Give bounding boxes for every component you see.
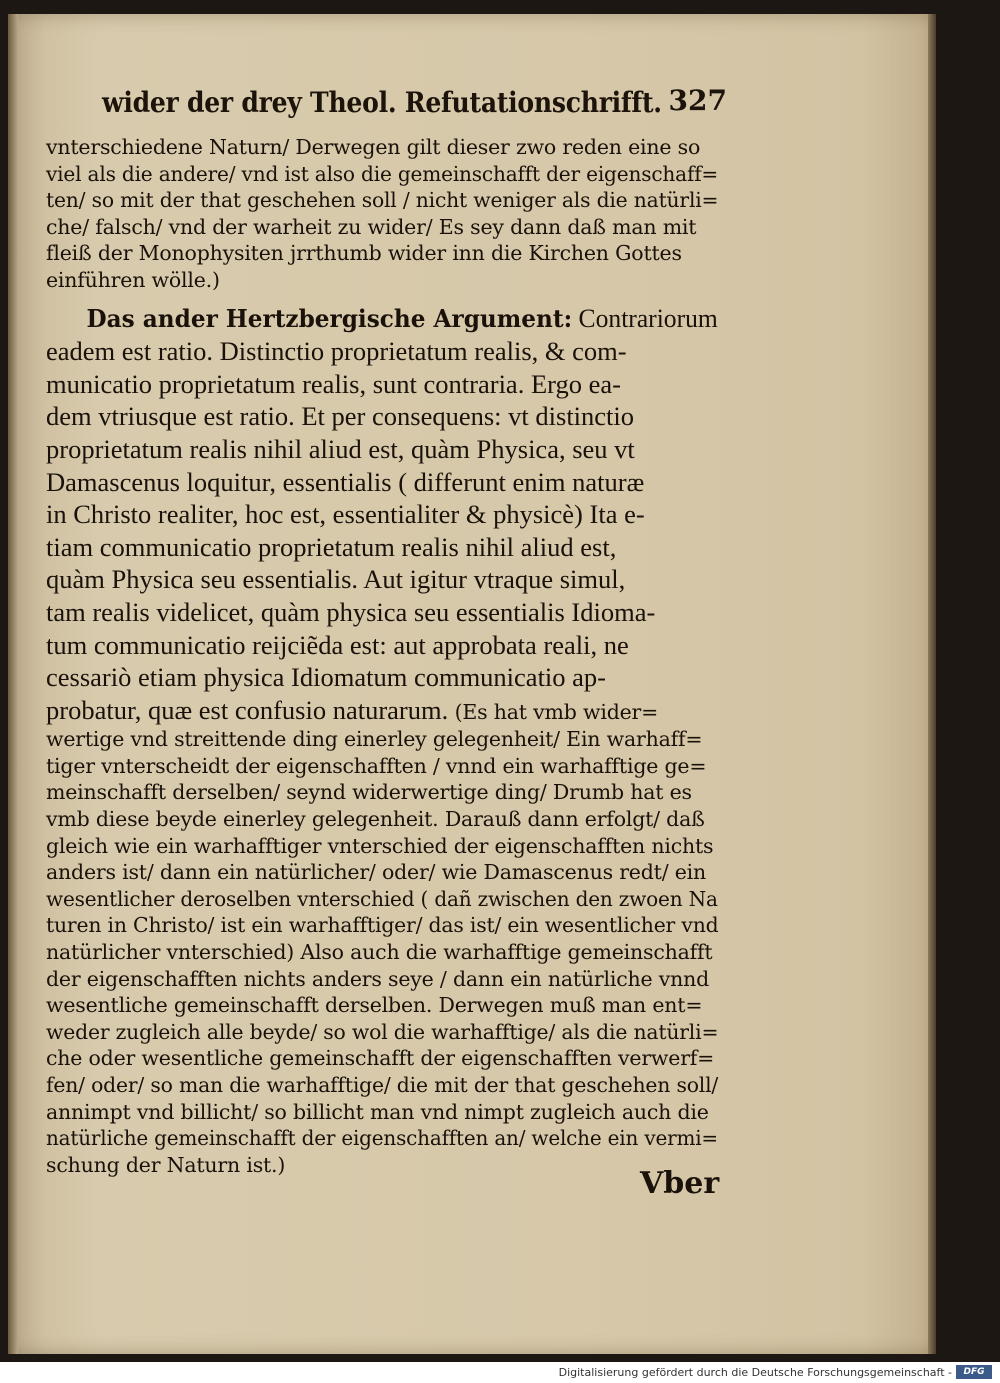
text-line: proprietatum realis nihil aliud est, quàm Physica, seu vt — [46, 433, 635, 464]
book-page — [8, 14, 936, 1354]
dfg-logo-icon: DFG — [956, 1365, 992, 1379]
german-translation-start: (Es hat vmb wider= — [448, 699, 659, 724]
text-line: tum communicatio reijciẽda est: aut approbata reali, ne — [46, 629, 629, 660]
text-line: anders ist/ dann ein natürlicher/ oder/ wie Damascenus redt/ ein — [46, 860, 707, 885]
argument-first-line: Contrariorum — [572, 302, 718, 333]
page-number: 327 — [668, 84, 727, 117]
text-line: vnterschiedene Naturn/ Derwegen gilt dieser zwo reden eine so — [46, 135, 701, 159]
text-line: einführen wölle.) — [46, 267, 220, 292]
text-line: natürlicher vnterschied) Also auch die warhafftige gemeinschafft — [46, 940, 713, 965]
text-block — [46, 132, 718, 1178]
text-line: weder zugleich alle beyde/ so wol die warhafftige/ als die natürli= — [46, 1019, 719, 1044]
page-gutter-shadow — [8, 14, 18, 1354]
running-head — [102, 80, 727, 140]
text-line: wertige vnd streittende ding einerley gelegenheit/ Ein warhaff= — [46, 727, 703, 752]
text-line: municatio proprietatum realis, sunt contraria. Ergo ea- — [46, 368, 621, 399]
funding-credit: Digitalisierung gefördert durch die Deutsche Forschungsgemeinschaft - — [558, 1366, 952, 1379]
text-line: Damascenus loquitur, essentialis ( differunt enim naturæ — [46, 466, 645, 497]
text-line: tiger vnterscheidt der eigenschafften / vnnd ein warhafftige ge= — [46, 753, 707, 778]
text-line: wesentliche gemeinschafft derselben. Derwegen muß man ent= — [46, 993, 703, 1018]
text-line — [46, 694, 718, 727]
text-line — [46, 302, 718, 336]
text-line: wesentlicher deroselben vnterschied ( dañ zwischen den zwoen Na — [46, 886, 718, 911]
footer-bar — [0, 1362, 1000, 1383]
text-line: der eigenschafften nichts anders seye / dann ein natürliche vnnd — [46, 966, 710, 991]
text-line: gleich wie ein warhafftiger vnterschied der eigenschafften nichts — [46, 833, 714, 858]
text-line: schung der Naturn ist.) — [46, 1152, 286, 1177]
paragraph-german-1 — [46, 134, 718, 294]
latin-last-line: probatur, quæ est confusio naturarum. — [46, 694, 449, 725]
argument-heading: Das ander Hertzbergische Argument: — [86, 303, 573, 333]
text-line: fen/ oder/ so man die warhafftige/ die mit der that geschehen soll/ — [46, 1073, 719, 1097]
text-line: annimpt vnd billicht/ so billicht man vnd nimpt zugleich auch die — [46, 1099, 709, 1124]
text-line: cessariò etiam physica Idiomatum communicatio ap- — [46, 662, 607, 693]
page-edge-shadow — [928, 14, 936, 1354]
text-line: tiam communicatio proprietatum realis nihil aliud est, — [46, 531, 617, 562]
latin-lines — [46, 335, 718, 694]
text-line: turen in Christo/ ist ein warhafftiger/ das ist/ ein wesentlicher vnd — [46, 913, 719, 938]
text-line: che/ falsch/ vnd der warheit zu wider/ Es sey dann daß man mit — [46, 214, 697, 239]
text-line: fleiß der Monophysiten jrrthumb wider inn die Kirchen Gottes — [46, 241, 682, 266]
paragraph-german-translation — [46, 726, 718, 1178]
text-line: che oder wesentliche gemeinschafft der eigenschafften verwerf= — [46, 1046, 715, 1071]
text-line: eadem est ratio. Distinctio proprietatum realis, & com- — [46, 336, 627, 367]
text-line: quàm Physica seu essentialis. Aut igitur vtraque simul, — [46, 564, 626, 595]
text-line: meinschafft derselben/ seynd widerwertige ding/ Drumb hat es — [46, 780, 692, 805]
running-head-title: wider der drey Theol. Refutationschrifft. — [102, 86, 662, 119]
text-line: dem vtriusque est ratio. Et per consequens: vt distinctio — [46, 401, 635, 432]
text-line: ten/ so mit der that geschehen soll / nicht weniger als die natürli= — [46, 188, 719, 213]
text-line: natürliche gemeinschafft der eigenschafften an/ welche ein vermi= — [46, 1126, 718, 1151]
text-line: vmb diese beyde einerley gelegenheit. Darauß dann erfolgt/ daß — [46, 807, 705, 832]
catchword: Vber — [640, 1166, 720, 1201]
text-line: viel als die andere/ vnd ist also die gemeinschafft der eigenschaff= — [46, 161, 719, 186]
paragraph-latin-argument — [46, 302, 718, 727]
text-line: in Christo realiter, hoc est, essentialiter & physicè) Ita e- — [46, 499, 645, 530]
text-line: tam realis videlicet, quàm physica seu essentialis Idioma- — [46, 596, 656, 627]
